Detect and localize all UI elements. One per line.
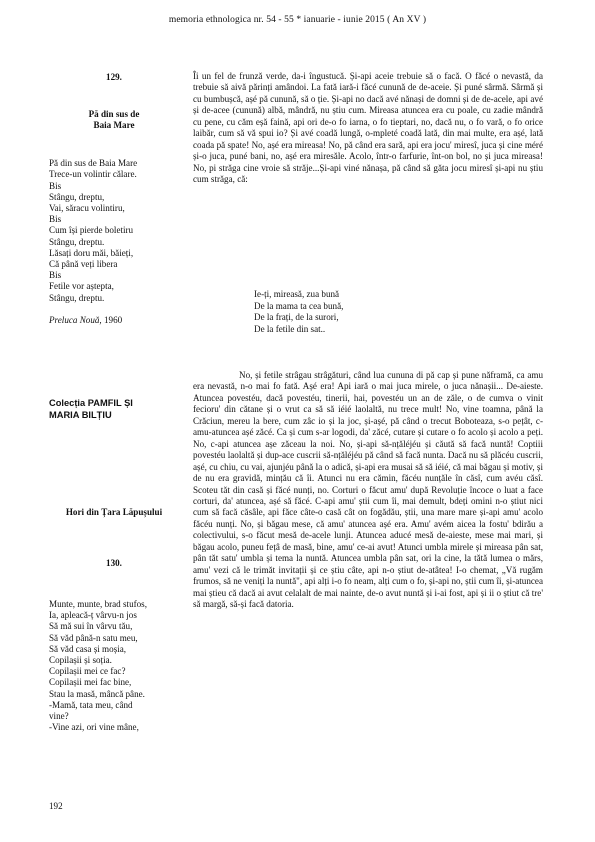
- paragraph: No, și fetile strâgau strâgături, când lua cununa di pă cap și pune năframă, ca amu era nevastă, n-o mai fo fată. Așé era! Api iară o mai juca mirele, o juca nănașii... De-aieste. Atuncea povestéu, dacă povestéu, tinerii, hai, povestéu un an de zăle, o de cumva o vinit fecioru' din cătane și o vrut ca să să iéié laolaltă, nu trece mult! No, vine toamna, până la Crăciun, mereu la bere, cum zâc io și la joc, și-așé, pă când o trecut Boboteaza, s-o pețât, c-amu-atuncea așé zăcé. Ca și cum s-ar logodi, da' zăcé, cutare și cutare o fo acolo și acolo a peți. No, c-api atuncea așe zăceau la noi. No, și-api să-nțăléjéu și căută să facă nuntă! Coptiii povestéu laolaltă și dup-ace cuscrii să-nțăléjéu pă când să facă nunta. Dacă nu să plăcéu cuscrii, așé, cu chiu, cu vai, ajunjéu până la o adică, și-api era musai să să iéié, că mai băgau și motiv, și de nu era gravidă, mințău că îi. Atunci nu era cămin, făcéu nunțăle în căsî, cum avéu căsî. Scoteu tăt din casă și făcé nunți, no. Corturi o făcut amu' după Revoluție încoce o luat a face corturi, da' atuncea, așé să făcé. C-api amu' știi cum îi, mai demult, bdeți omini n-o știut nici cum să facă căsâle, api făce câte-o casă cât on fogădău, știi, una mare mare și-api amu' acolo făcéu nunți. No, și băgau mese, că amu' atuncea așé era. Amu' avém aicea la fostu' bdirău a colectivului, s-o făcut mesă de-acele lunji. Atuncea aducé mesă de-aieste, mese mai mari, și băgau acolo, puneu fețâ de masă, bine, amu' ce-ai avut! Atunci umbla mirele și mireasa pân sat, pân tăt satu' umbla și tema la nuntă. Atuncea umbla pân sat, ori la cine, la tătă lumea o mărs, amu' vezi că le trimăt invitații și ce știu câte, api n-o știut de-atâtea! I-o chemat, „Vă rugăm frumos, să ne veniți la nuntă", api alți i-o fo neam, alți cum o fo, și-api no, știi cum îi, și-atuncea mai știeu că dacă ai avut celalalt de mai nainte, de-o avut nuntă și i-ai fost, api și ii o știut că tre' să margă, să-și facă datoria.: [193, 370, 543, 610]
- source-place: Preluca Nouă,: [49, 314, 102, 325]
- collection-heading: [49, 398, 179, 421]
- narrative-paragraph-1: [193, 71, 543, 186]
- lyric-line: Munte, munte, brad stufos,: [49, 599, 147, 609]
- lyric-line: Vai, săracu volintiru,: [49, 203, 125, 214]
- lyric-line: Trece-un volintir călare.: [49, 169, 137, 180]
- collection-title: Colecția PAMFIL ȘI: [49, 398, 133, 408]
- lyric-line: Copilașii mei ce fac?: [49, 666, 126, 677]
- lyric-line: vine?: [49, 711, 69, 722]
- lyric-line: -Mamă, tata meu, când: [49, 699, 133, 710]
- lyric-line: Copilașii și soția.: [49, 655, 112, 666]
- song-129-block: [49, 72, 179, 326]
- song-number: 130.: [106, 558, 122, 568]
- lyric-line: Bis: [49, 214, 62, 225]
- lyric-line: Că până veți libera: [49, 259, 118, 270]
- running-header: memoria ethnologica nr. 54 - 55 * ianuarie - iunie 2015 ( An XV ): [168, 15, 427, 25]
- lyric-line: Cum își pierde boletiru: [49, 225, 134, 236]
- lyric-line: Bis: [49, 180, 62, 191]
- lyric-line: -Vine azi, ori vine mâne,: [49, 722, 139, 733]
- lyric-line: Fetile vor aștepta,: [49, 281, 114, 292]
- paragraph: Îi un fel de frunză verde, da-i îngustucă. Și-api aceie trebuie să o facă. O făcé o nevastă, da trebuie să aivă părinți amândoi. La fată iară-i făcé cunună de de-aceie. Și puné sârmă. Sârmă și cu bumbușcă, așé pă cunună, să o ție. Și-api no dacă avé nănași de domni și de de-acele, api avé și de-acee (cunună) albă, mândră, nu știu cum. Mireasa atuncea era cu poale, cu zadie mândră cu pene, cu căm eșă faină, api ori de-o fo iarna, o fo tieptari, no, dacă nu, o fo vară, o fo orice laibăr, cum să vă spui io? Și avé coadă lungă, o-mpleté coadă lată, din mai multe, era așé, lată coada pă spate! No, așé era mireasa! No, pă când era sară, api era jocu' miresî, juca și cine méré și-o juca, puné bani, no, așé era miresăle. Acolo, într-o farfurie, înt-on bol, no și juca mireasa! No, pi străga cine vroie să străje...Și-api viné nănașa, pă când să găta jocu miresî și-api nu știu cum străga, că:: [193, 71, 543, 185]
- lyric-line: Să văd până-n satu meu,: [49, 632, 138, 643]
- verse-line: De la mama ta cea bună,: [254, 300, 344, 311]
- source-year: 1960: [103, 314, 123, 325]
- song-title: Pă din sus de: [88, 109, 140, 120]
- narrative-paragraph-2: [193, 370, 543, 611]
- lyric-line: Lăsați doru măi, băieți,: [49, 247, 134, 258]
- song-lyrics: [49, 158, 179, 304]
- verse-line: De la fetile din sat..: [254, 323, 326, 334]
- song-source: [49, 315, 179, 326]
- page-number: 192: [49, 801, 63, 811]
- lyric-line: Stângu, dreptu.: [49, 236, 105, 247]
- song-title: Baia Mare: [93, 120, 135, 131]
- verse-line: De la frați, de la surori,: [254, 312, 339, 322]
- song-130-lyrics: [49, 599, 179, 733]
- lyric-line: Să văd casa și moșia,: [49, 643, 127, 654]
- verse-line: Ie-ți, mireasă, zua bună: [254, 289, 340, 299]
- lyric-line: Stau la masă, mâncă pâne.: [49, 688, 145, 699]
- lyric-line: Ia, apleacă-ț vârvu-n jos: [49, 610, 137, 621]
- song-number: 129.: [106, 72, 122, 82]
- lyric-line: Pă din sus de Baia Mare: [49, 158, 138, 169]
- collection-title: MARIA BILȚIU: [49, 409, 112, 420]
- section-subtitle: Hori din Țara Lăpușului: [65, 507, 163, 517]
- lyric-line: Stângu, dreptu.: [49, 292, 105, 303]
- lyric-line: Să mă sui în vârvu tău,: [49, 621, 133, 632]
- lyric-line: Stângu, dreptu,: [49, 191, 105, 202]
- quoted-verse: [254, 289, 343, 335]
- lyric-line: Copilașii mei fac bine,: [49, 677, 132, 688]
- lyric-line: Bis: [49, 270, 62, 281]
